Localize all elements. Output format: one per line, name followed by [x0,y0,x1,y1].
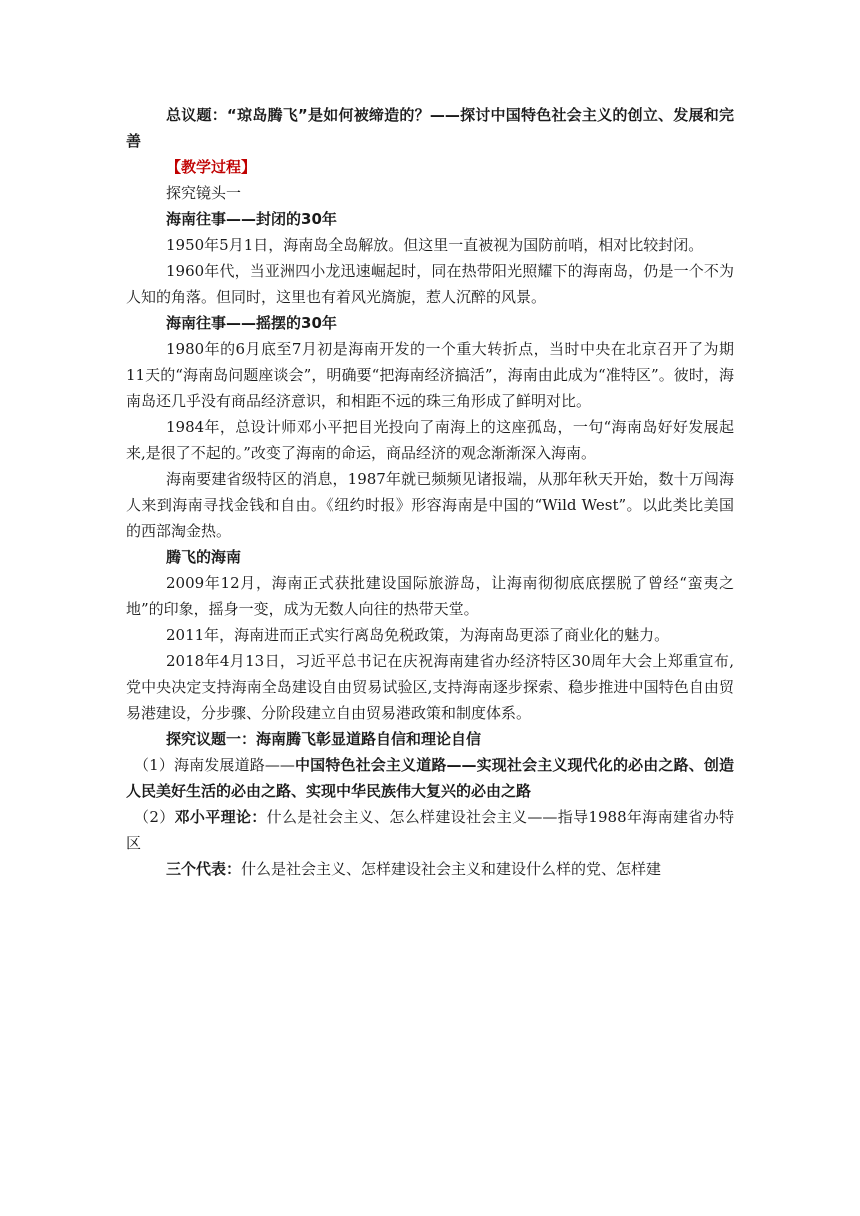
process-heading: 【教学过程】 [166,158,257,176]
inquiry-item-1-prefix: （1）海南发展道路—— [134,756,295,774]
inquiry-item-2-text: 什么是社会主义、怎么样建设社会主义——指导1988年海南建省办特区 [126,808,734,852]
inquiry-item-2 [126,804,734,856]
scene-label: 探究镜头一 [166,184,242,202]
inquiry-item-3-text: 什么是社会主义、怎样建设社会主义和建设什么样的党、怎样建 [241,860,662,878]
inquiry-item-1-bold: 中国特色社会主义道路——实现社会主义现代化的必由之路、创造人民美好生活的必由之路、实现中华民族伟大复兴的必由之路 [126,756,734,800]
section-heading-swinging: 海南往事——摇摆的30年 [166,314,337,332]
inquiry-heading: 探究议题一：海南腾飞彰显道路自信和理论自信 [166,730,482,748]
section-heading-rising: 腾飞的海南 [166,548,242,566]
paragraph-1950: 1950年5月1日，海南岛全岛解放。但这里一直被视为国防前哨，相对比较封闭。 [166,236,704,254]
section-heading-closed: 海南往事——封闭的30年 [166,210,337,228]
inquiry-item-1 [126,752,734,804]
paragraph-1984: 1984年，总设计师邓小平把目光投向了南海上的这座孤岛，一句“海南岛好好发展起来,是很了不起的。”改变了海南的命运，商品经济的观念渐渐深入海南。 [126,418,734,462]
inquiry-item-2-bold: 邓小平理论： [174,808,267,826]
paragraph-1960s: 1960年代，当亚洲四小龙迅速崛起时，同在热带阳光照耀下的海南岛，仍是一个不为人知的角落。但同时，这里也有着风光旖旎，惹人沉醉的风景。 [126,262,734,306]
inquiry-item-3 [126,856,734,882]
document-page [126,102,734,882]
paragraph-1980: 1980年的6月底至7月初是海南开发的一个重大转折点，当时中央在北京召开了为期11天的“海南岛问题座谈会”，明确要“把海南经济搞活”，海南由此成为“准特区”。彼时，海南岛还几乎没有商品经济意识，和相距不远的珠三角形成了鲜明对比。 [126,340,734,410]
topic-text: “琼岛腾飞”是如何被缔造的？——探讨中国特色社会主义的创立、发展和完善 [126,106,734,150]
topic-paragraph [126,102,734,154]
topic-label: 总议题： [166,106,227,124]
paragraph-1987: 海南要建省级特区的消息，1987年就已频频见诸报端，从那年秋天开始，数十万闯海人来到海南寻找金钱和自由。《纽约时报》形容海南是中国的“Wild West”。以此类比美国的西部淘金热。 [126,470,734,540]
paragraph-2011: 2011年，海南进而正式实行离岛免税政策，为海南岛更添了商业化的魅力。 [166,626,670,644]
inquiry-item-2-prefix: （2） [134,808,175,826]
paragraph-2018: 2018年4月13日，习近平总书记在庆祝海南建省办经济特区30周年大会上郑重宣布,党中央决定支持海南全岛建设自由贸易试验区,支持海南逐步探索、稳步推进中国特色自由贸易港建设，分步骤、分阶段建立自由贸易港政策和制度体系。 [126,652,734,722]
process-heading-line [126,154,734,180]
paragraph-2009: 2009年12月，海南正式获批建设国际旅游岛，让海南彻彻底底摆脱了曾经“蛮夷之地”的印象，摇身一变，成为无数人向往的热带天堂。 [126,574,734,618]
inquiry-item-3-bold: 三个代表： [166,860,242,878]
